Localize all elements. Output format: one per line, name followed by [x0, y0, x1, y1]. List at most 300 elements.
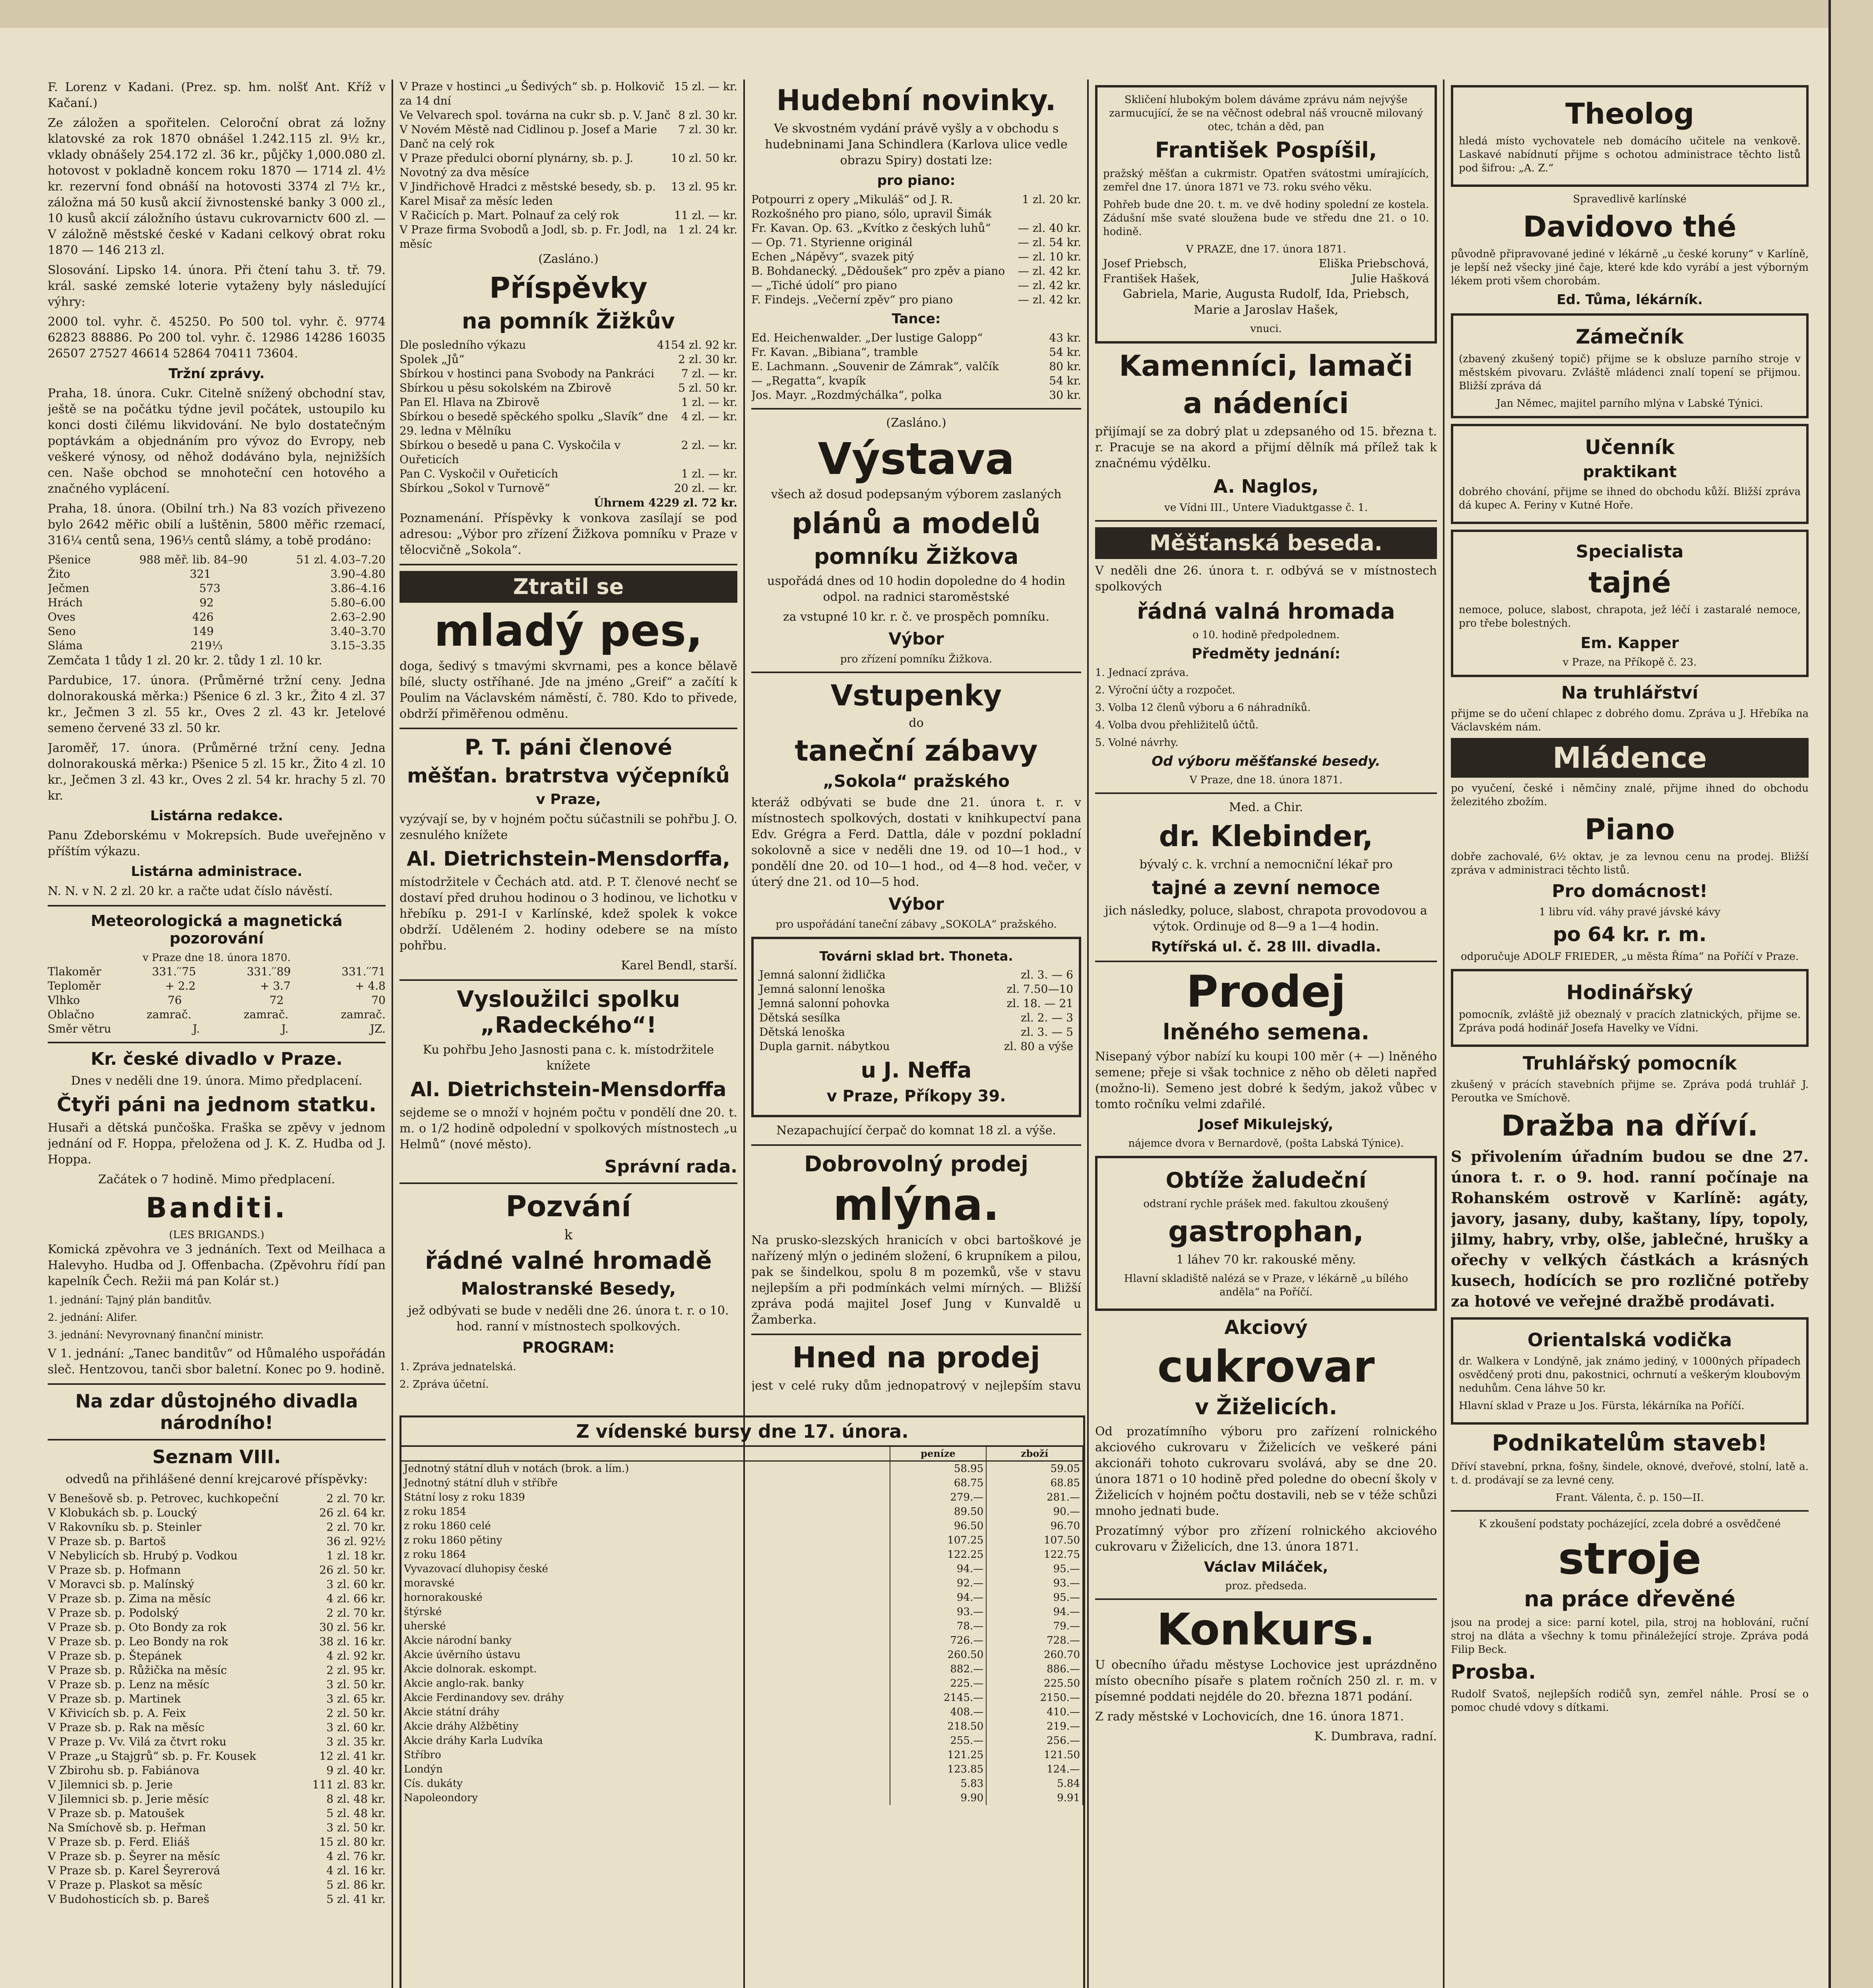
bursa-item: z roku 1864: [401, 1547, 890, 1562]
bursa-title: Z vídenské bursy dne 17. února.: [401, 1417, 1083, 1447]
bursa-row: [401, 1476, 1083, 1490]
vyslouzil-intro: Ku pohřbu Jeho Jasnosti pana c. k. místodržitele knížete: [423, 1043, 714, 1073]
column-rule: [1087, 80, 1089, 1988]
bursa-row: [401, 1505, 1083, 1519]
seznam-row: V Moravci sb. p. Malínský 3 zl. 60 kr.: [48, 1578, 386, 1591]
bursa-price: 218.50: [890, 1719, 987, 1734]
bandite-desc: Komická zpěvohra ve 3 jednáních. Text od Meilhaca a Halevyho. Hudba od J. Offenbacha. (Zpěvohru řídí pan kapelník Čech. Režii má pan Kolár st.): [48, 1242, 386, 1288]
bandite-subtitle: (LES BRIGANDS.): [169, 1229, 264, 1241]
vybor-subtitle: pro zřízení pomníku Žižkova.: [840, 653, 993, 665]
bursa-price: 882.—: [890, 1662, 987, 1676]
prispevky-row: Sbírkou „Sokol v Turnově“ 20 zl. — kr.: [399, 481, 737, 495]
bursa-item: Vyvazovací dluhopisy české: [401, 1562, 890, 1576]
meteo-row: Oblačno zamrač. zamrač. zamrač.: [48, 1008, 386, 1021]
seznam-title: Seznam VIII.: [152, 1446, 281, 1468]
divider: [751, 1334, 1081, 1335]
mestanska-desc: V neděli dne 26. února t. r. odbývá se v místnostech spolkových: [1095, 564, 1437, 594]
bursa-item: Akcie dráhy Alžbětiny: [401, 1719, 890, 1734]
bursa-row: [401, 1719, 1083, 1734]
bursa-price: 122.25: [890, 1547, 987, 1562]
prodej-desc: Nisepaný výbor nabízí ku koupi 100 měr (+ —) lněného semene; přeje si však tochnice z něho ob děleti napřed (možno-li). Semeno jest dobré k šedým, jakož vůbec v tomto ročníku velmi zdařilé.: [1095, 1050, 1437, 1111]
obituary-intro: Skličení hlubokým bolem dáváme zprávu nám nejvýše zarmucující, že se na věčnost odebral náš vroucně milovaný otec, tchán a děd, pan: [1109, 94, 1423, 133]
klebinder-address: Rytířská ul. č. 28 lll. divadla.: [1151, 939, 1381, 955]
seznam-row: V Křivicích sb. p. A. Feix 2 zl. 50 kr.: [48, 1706, 386, 1720]
obituary: [1095, 85, 1437, 344]
prispevky-row: Sbírkou v hostinci pana Svobody na Pankráci 7 zl. — kr.: [399, 367, 737, 380]
bursa-price: 225.50: [986, 1676, 1083, 1691]
grain-row: Pšenice 988 měř. lib. 84–90 51 zl. 4.03–7.20: [48, 553, 386, 566]
grain-row: Sláma 219⅓ 3.15–3.35: [48, 639, 386, 652]
dance-row: Jos. Mayr. „Rozdmýchálka“, polka 30 kr.: [751, 388, 1081, 402]
bursa-price: 256.—: [986, 1734, 1083, 1748]
theolog-title: Theolog: [1565, 97, 1695, 130]
divider: [1451, 1510, 1809, 1512]
bursa-row: [401, 1461, 1083, 1476]
med-chir: Med. a Chir.: [1229, 800, 1303, 814]
thonet-row: Dupla garnit. nábytkou zl. 80 a výše: [759, 1040, 1073, 1053]
bursa-item: uherské: [401, 1619, 890, 1633]
thonet-list: [759, 968, 1073, 1054]
bursa-item: Akcie anglo-rak. banky: [401, 1676, 890, 1691]
music-row: — Op. 71. Styrienne originál — zl. 54 kr.: [751, 236, 1081, 249]
meteo-table: [48, 965, 386, 1036]
tuma-name: Ed. Tůma, lékárník.: [1557, 292, 1703, 308]
bursa-row: [401, 1519, 1083, 1533]
pozvani-subtitle2: Malostranské Besedy,: [461, 1279, 676, 1299]
bursa-price: 5.84: [986, 1776, 1083, 1791]
specialista-desc: nemoce, poluce, slabost, chrapota, jež léčí i zastaralé nemoce, pro třebe bolestných.: [1459, 604, 1801, 629]
thonet-address: v Praze, Příkopy 39.: [826, 1087, 1006, 1105]
gastrophan-ad: [1095, 1156, 1437, 1311]
mlyn-title: Dobrovolný prodej: [804, 1151, 1028, 1176]
pt-subtitle2: v Praze,: [536, 791, 601, 808]
pomniku-title: pomníku Žižkova: [814, 544, 1019, 569]
grain-row: Oves 426 2.63–2.90: [48, 610, 386, 623]
stroje-intro: K zkoušení podstaty pocházející, zcela dobré a osvědčené: [1479, 1518, 1781, 1530]
bursa-header: zboží: [986, 1447, 1083, 1461]
music-row: B. Bohdanecký. „Dědoušek“ pro zpěv a piano — zl. 42 kr.: [751, 264, 1081, 278]
pozvani-desc: jež odbývati se bude v neděli dne 26. února t. r. o 10. hod. ranní v místnostech spolkových.: [408, 1304, 729, 1334]
contribution-row: V Praze v hostinci „u Šedivých“ sb. p. Holkovič za 14 dní 15 zl. — kr.: [399, 80, 737, 107]
prispevky-row: Pan El. Hlava na Zbirově 1 zl. — kr.: [399, 396, 737, 409]
bursa-price: 260.70: [986, 1648, 1083, 1662]
seznam-row: V Praze „u Stajgrů“ sb. p. Fr. Kousek 12 zl. 41 kr.: [48, 1749, 386, 1763]
bursa-price: 96.50: [890, 1519, 987, 1533]
klebinder-desc2: jich následky, poluce, slabost, chrapota provodovou a výtok. Ordinuje od 8—9 a 1—4 hodin.: [1105, 904, 1427, 934]
bursa-price: 95.—: [986, 1562, 1083, 1576]
bursa-item: štýrské: [401, 1605, 890, 1619]
bursa-price: 9.90: [890, 1791, 987, 1805]
divider: [399, 979, 737, 981]
contribution-row: V Jindřichově Hradci z městské besedy, sb. p. Karel Misař za měsíc leden 13 zl. 95 kr.: [399, 180, 737, 208]
dietrichstein-name-2: Al. Dietrichstein-Mensdorffa: [410, 1078, 727, 1101]
divider: [399, 728, 737, 729]
truhlarstvi-desc: přijme se do učení chlapec z dobrého domu. Zpráva u J. Hřebíka na Václavském nám.: [1451, 708, 1809, 733]
gastrophan-title: gastrophan,: [1168, 1215, 1364, 1248]
market-title: Tržní zprávy.: [169, 366, 265, 382]
bursa-price: 107.50: [986, 1533, 1083, 1547]
theatre-play-title: Čtyři páni na jednom statku.: [56, 1093, 377, 1116]
pardubice-prices: Pardubice, 17. února. (Průměrné tržní ceny. Jedna dolnorakouská měrka:) Pšenice 6 zl. 3 kr., Žito 4 zl. 37 kr., Ječmen 3 zl. 55 kr., Oves 2 zl. 43 kr. Jetelové semeno červené 33 zl. 50 kr.: [48, 674, 386, 735]
column-1: [48, 80, 386, 1988]
bursa-price: 5.83: [890, 1776, 987, 1791]
domacnost-desc: 1 libru víd. váhy pravé jávské kávy: [1539, 906, 1721, 918]
truhlar-desc: zkušený v prácích stavebních přijme se. Zpráva podá truhlář J. Peroutka ve Smíchově.: [1451, 1079, 1809, 1104]
cukrovar-title: cukrovar: [1157, 1341, 1375, 1392]
drazba-desc: S přivolením úřadním budou se dne 27. února t. r. o 9. hod. ranní počínaje na Rohanském ostrově v Karlíně: agáty, javory, jasany, duby, kaštany, lípy, topoly, jilmy, habry, vrby, olše, jablečné, hrušky a ořechy v velkých částkách a krásných kusech, hodících se pro rozličné potřeby za hotové ve veřejné dražbě prodávati.: [1451, 1147, 1809, 1310]
obituary-names-3: Gabriela, Marie, Augusta Rudolf, Ida, Priebsch, Marie a Jaroslav Hašek,: [1123, 287, 1410, 317]
bursa-price: 124.—: [986, 1762, 1083, 1776]
bursa-item: Jednotný státní dluh v stříbře: [401, 1476, 890, 1490]
ucennik-subtitle: praktikant: [1583, 463, 1677, 481]
bursa-item: z roku 1860 celé: [401, 1519, 890, 1533]
column-3: [751, 80, 1081, 1392]
pozvani-k: k: [564, 1227, 573, 1243]
obituary-names-1: Josef Priebsch, Eliška Priebschová,: [1103, 257, 1429, 270]
kapper-address: v Praze, na Příkopě č. 23.: [1563, 656, 1697, 668]
prispevky-row: Sbírkou o besedě u pana C. Vyskočila v Ouřeticích 2 zl. — kr.: [399, 439, 737, 466]
cukrovar-desc2: Prozatímný výbor pro zřízení rolnického akciového cukrovaru v Žiželicích, dne 13. února 1871.: [1095, 1524, 1437, 1554]
grain-table: [48, 553, 386, 653]
seznam-row: V Praze sb. p. Ferd. Eliáš 15 zl. 80 kr.: [48, 1835, 386, 1848]
prispevky-total: Úhrnem 4229 zl. 72 kr.: [594, 496, 737, 509]
bursa-item: z roku 1854: [401, 1505, 890, 1519]
column-rule: [1443, 80, 1444, 1988]
redakce-paragraph: Panu Zdeborskému v Mokrepsích. Bude uveřejněno v příštím výkazu.: [48, 829, 386, 858]
jaromer-prices: Jaroměř, 17. února. (Průměrné tržní ceny. Jedna dolnorakouská měrka:) Pšenice 5 zl. 15 kr., Žito 4 zl. 10 kr., Ječmen 3 zl. 43 kr., Oves 2 zl. 54 kr. hrachy 5 zl. 70 kr.: [48, 741, 386, 803]
contribution-list: [399, 80, 737, 251]
dance-row: E. Lachmann. „Souvenir de Zámrak“, valčík 80 kr.: [751, 360, 1081, 373]
vystava-desc2: uspořádá dnes od 10 hodin dopoledne do 4 hodin odpol. na radnici staroměstské: [767, 574, 1066, 604]
news-paragraph: Ze záložen a spořitelen. Celoroční obrat zá ložny klatovské za rok 1870 obnášel 1.242.115 zl. 9½ kr., vklady obnášely 254.172 zl. 36 kr., půjčky 1,000.080 zl. hotovost v pokladně koncem roku 1870 — 1714 zl. 4½ kr. rezervní fond obnáší na hotovosti 3374 zl 7½ kr., záložna má 50 kusů akcií živnostenské banky 3 000 zl., 10 kusů akcií záložního ústavu cukrovarnictv 600 zl. — V záložně městské české v Kadani celkový obrat roku 1870 — 146 213 zl.: [48, 116, 386, 257]
bandite-title: Banditi.: [145, 1192, 288, 1224]
bursa-price: 123.85: [890, 1762, 987, 1776]
meteo-title: Meteorologická a magnetická pozorování: [91, 912, 343, 947]
divider: [751, 408, 1081, 410]
kamennici-title: Kamenníci, lamači: [1119, 349, 1413, 382]
column-rule: [392, 80, 393, 1988]
bursa-price: 96.70: [986, 1519, 1083, 1533]
bursa-row: [401, 1748, 1083, 1762]
divider: [1095, 520, 1437, 522]
seznam-row: V Praze sb. p. Rak na měsíc 3 zl. 60 kr.: [48, 1721, 386, 1734]
obituary-desc: pražský měšťan a cukrmistr. Opatřen svátostmi umírajících, zemřel dne 17. února 1871 ve 73. roku svého věku.: [1103, 168, 1429, 193]
bursa-row: [401, 1605, 1083, 1619]
davidovo-intro: Spravedlivě karlínské: [1573, 193, 1687, 205]
seznam-subtitle: odvedů na přihlášené denní krejcarové příspěvky:: [66, 1472, 368, 1486]
sprav-rada: Správní rada.: [604, 1157, 737, 1177]
bursa-price: 410.—: [986, 1705, 1083, 1719]
bursa-row: [401, 1533, 1083, 1547]
truhlar-title: Truhlářský pomocník: [1522, 1052, 1737, 1074]
bursa-item: hornorakouské: [401, 1590, 890, 1605]
konkurs-desc2: Z rady městské v Lochovicích, dne 16. února 1871.: [1095, 1710, 1404, 1724]
grain-header: Praha, 18. února. (Obilní trh.) Na 83 vozích přivezeno bylo 2642 měřic obilí a luštěnin, 5800 měřic rzemací, 316¼ centů sena, 196⅓ centů slámy, a tobě prodáno:: [48, 502, 386, 547]
ucennik-desc: dobrého chování, přijme se ihned do obchodu kůží. Bližší zpráva dá kupec A. Feriny v Kutné Hoře.: [1459, 486, 1801, 511]
divider: [399, 1182, 737, 1184]
dance-row: Ed. Heichenwalder. „Der lustige Galopp“ 43 kr.: [751, 331, 1081, 344]
predmety-item: 4. Volba dvou přehližitelů účtů.: [1095, 719, 1259, 731]
thonet-row: Jemná salonní židlička zl. 3. — 6: [759, 968, 1073, 981]
vystava-desc3: za vstupné 10 kr. r. č. ve prospěch pomníku.: [783, 610, 1050, 624]
prispevky-row: Pan C. Vyskočil v Ouřeticích 1 zl. — kr.: [399, 467, 737, 480]
seznam-row: Na Smíchově sb. p. Heřman 3 zl. 50 kr.: [48, 1821, 386, 1834]
zamecnik-contact: Jan Němec, majitel parního mlýna v Labské Týnici.: [1496, 398, 1763, 410]
bursa-item: z roku 1860 pětiny: [401, 1533, 890, 1547]
bursa-item: Akcie úvěrního ústavu: [401, 1648, 890, 1662]
prosba-desc: Rudolf Svatoš, nejlepších rodičů syn, zemřel náhle. Prosí se o pomoc chudé vdovy s dítkami.: [1451, 1688, 1809, 1714]
zaslano-label: (Zasláno.): [886, 416, 946, 430]
bursa-row: [401, 1662, 1083, 1676]
meteo-row: Teploměr + 2.2 + 3.7 + 4.8: [48, 979, 386, 992]
grain-row: Ječmen 573 3.86–4.16: [48, 582, 386, 595]
bursa-row: [401, 1791, 1083, 1805]
gastrophan-price: 1 láhev 70 kr. rakouské měny.: [1176, 1253, 1356, 1267]
seznam-row: V Praze sb. p. Lenz na měsíc 3 zl. 50 kr.: [48, 1678, 386, 1691]
hned-title: Hned na prodej: [792, 1341, 1040, 1374]
konkurs-desc: U obecního úřadu městyse Lochovice jest uprázdněno místo obecního písaře s platem ročních 250 zl. r. m. v písemné poddati nejdéle do 20. března 1871 podání.: [1095, 1658, 1437, 1704]
top-page-edge: [0, 0, 1873, 28]
bursa-price: 408.—: [890, 1705, 987, 1719]
klebinder-desc: bývalý c. k. vrchní a nemocniční lékař pro: [1139, 858, 1393, 872]
seznam-row: V Rakovníku sb. p. Steinler 2 zl. 70 kr.: [48, 1520, 386, 1534]
klebinder-specialty: tajné a zevní nemoce: [1152, 877, 1381, 899]
bursa-item: Akcie dolnorak. eskompt.: [401, 1662, 890, 1676]
bursa-header: peníze: [890, 1447, 987, 1461]
milacek-title: proz. předseda.: [1225, 1580, 1307, 1592]
grain-footnote: Zemčata 1 tůdy 1 zl. 20 kr. 2. tůdy 1 zl. 10 kr.: [48, 654, 322, 668]
program-item: 1. Zpráva jednatelská.: [399, 1361, 516, 1373]
mladence-desc: po vyučení, české i němčiny znalé, přijme ihned do obchodu železitého zbožím.: [1451, 782, 1809, 808]
seznam-row: V Praze p. Plaskot sa měsíc 5 zl. 86 kr.: [48, 1878, 386, 1891]
obituary-names-2: František Hašek, Julie Hašková: [1103, 272, 1429, 285]
contribution-row: V Praze předulci oborní plynárny, sb. p. J. Novotný za dva měsíce 10 zl. 50 kr.: [399, 151, 737, 179]
domacnost-desc2: odporučuje ADOLF FRIEDER, „u města Říma“ na Poříčí v Praze.: [1461, 951, 1799, 963]
pozvani-subtitle: řádné valné hromadě: [425, 1247, 712, 1275]
valenta-name: Frant. Válenta, č. p. 150—II.: [1555, 1492, 1704, 1504]
bursa-price: 93.—: [890, 1605, 987, 1619]
bursa-price: 78.—: [890, 1619, 987, 1633]
meteo-row: Tlakoměr 331.′′75 331.′′89 331.′′71: [48, 965, 386, 978]
ztratil-desc: doga, šedivý s tmavými skvrnami, pes a konce bělavě bílé, slucty ostříhané. Jde na jméno „Greif“ a začítí k Poulim na Václavském náměstí, č. 780. Kdo to přivede, obdrží přiměřenou odměnu.: [399, 659, 737, 721]
bursa-price: 726.—: [890, 1633, 987, 1648]
bursa-row: [401, 1691, 1083, 1705]
contribution-row: Ve Velvarech spol. továrna na cukr sb. p. V. Janč 8 zl. 30 kr.: [399, 109, 737, 122]
bursa-price: 281.—: [986, 1490, 1083, 1505]
bursa-price: 59.05: [986, 1461, 1083, 1476]
bursa-row: [401, 1762, 1083, 1776]
program-list: [399, 1360, 737, 1392]
predmety-title: Předměty jednání:: [1191, 646, 1341, 662]
bursa-price: 279.—: [890, 1490, 987, 1505]
hudebni-desc: Ve skvostném vydání právě vyšly a v obchodu s hudebninami Jana Schindlera (Karlova ulice vedle obrazu Spiry) dostati lze:: [765, 122, 1068, 167]
bursa-section: [399, 1415, 1085, 1988]
divider: [48, 1439, 386, 1441]
contribution-row: V Praze firma Svobodů a Jodl, sb. p. Fr. Jodl, na měsíc 1 zl. 24 kr.: [399, 223, 737, 250]
bursa-item: Jednotný státní dluh v notách (brok. a lím.): [401, 1461, 890, 1476]
thonet-title: Továrni sklad brt. Thoneta.: [819, 949, 1013, 964]
ucennik-title: Učenník: [1585, 436, 1675, 459]
grain-row: Seno 149 3.40–3.70: [48, 625, 386, 638]
bursa-item: Londýn: [401, 1762, 890, 1776]
pozvani-title: Pozvání: [506, 1190, 631, 1223]
predmety-item: 3. Volba 12 členů výboru a 6 náhradníků.: [1095, 702, 1311, 714]
prispevky-subtitle: na pomník Žižkův: [461, 309, 675, 334]
prispevky-row: Dle posledního výkazu 4154 zl. 92 kr.: [399, 338, 737, 351]
seznam-row: V Nebylicích sb. Hrubý p. Vodkou 1 zl. 18 kr.: [48, 1549, 386, 1562]
seznam-row: V Praze sb. p. Matoušek 5 zl. 48 kr.: [48, 1807, 386, 1820]
bursa-table: [401, 1447, 1083, 1805]
vystava-desc: všech až dosud podepsaným výborem zaslaných: [771, 487, 1062, 501]
planu-title: plánů a modelů: [791, 507, 1041, 540]
akciovy-label: Akciový: [1224, 1316, 1308, 1339]
dumbrava-signature: K. Dumbrava, radní.: [1314, 1730, 1437, 1743]
bursa-price: 93.—: [986, 1576, 1083, 1590]
bursa-item: Akcie národní banky: [401, 1633, 890, 1648]
grain-row: Hrách 92 5.80–6.00: [48, 596, 386, 609]
mestanska-time: o 10. hodině předpolednem.: [1192, 629, 1340, 641]
bursa-price: 92.—: [890, 1576, 987, 1590]
theatre-start: Začátek o 7 hodině. Mimo předplacení.: [98, 1173, 335, 1186]
obituary-name: František Pospíšil,: [1155, 138, 1377, 163]
seznam-row: V Budohosticích sb. p. Bareš 5 zl. 41 kr.: [48, 1893, 386, 1906]
ztratil-headline: mladý pes,: [434, 605, 703, 656]
hned-desc: jest v celé ruky dům jednopatrový v nejlepším stavu: [751, 1379, 1081, 1392]
bursa-price: 95.—: [986, 1590, 1083, 1605]
podnik-title: Podnikatelům staveb!: [1492, 1430, 1768, 1456]
divider: [751, 1144, 1081, 1146]
music-row: Fr. Kavan. Op. 63. „Kvítko z českých luhů“ — zl. 40 kr.: [751, 221, 1081, 235]
thonet-ad: [751, 937, 1081, 1117]
stroje-title: stroje: [1558, 1533, 1702, 1584]
prispevky-row: Sbírkou o besedě spěckého spolku „Slavík“ dne 29. ledna v Mělníku 4 zl. — kr.: [399, 410, 737, 437]
kamennici-desc: přijímají se za dobrý plat u zdepsaného od 15. března t. r. Pracuje se na akord a přijmí dělník má přílež tak k značnému výdělku.: [1095, 425, 1437, 470]
act-item: 2. jednání: Alifer.: [48, 1312, 138, 1324]
music-row: — „Tiché údolí“ pro piano — zl. 42 kr.: [751, 279, 1081, 292]
vstupenky-subtitle2: „Sokola“ pražského: [823, 771, 1010, 791]
bursa-price: 79.—: [986, 1619, 1083, 1633]
davidovo-desc: původně připravované jediné v lékárně „u české koruny“ v Karlíně, je lepší než všecky jiné čaje, které kde kdo vyrábí a jest výborným lékem proti všem chorobám.: [1451, 248, 1809, 287]
obituary-vnuci: vnuci.: [1250, 323, 1282, 335]
bursa-price: 225.—: [890, 1676, 987, 1691]
piano-title: Piano: [1584, 813, 1675, 846]
milacek-name: Václav Miláček,: [1204, 1559, 1328, 1575]
bursa-row: [401, 1576, 1083, 1590]
seznam-row: V Zbirohu sb. p. Fabiánova 9 zl. 40 kr.: [48, 1764, 386, 1777]
vybor2-subtitle: pro uspořádání taneční zábavy „SOKOLA“ pražského.: [776, 918, 1057, 930]
contribution-row: V Novém Městě nad Cidlinou p. Josef a Marie Danč na celý rok 7 zl. 30 kr.: [399, 123, 737, 150]
divider: [1095, 792, 1437, 794]
klebinder-name: dr. Klebinder,: [1159, 819, 1373, 853]
kava-price: po 64 kr. r. m.: [1553, 923, 1707, 946]
bursa-price: 219.—: [986, 1719, 1083, 1734]
program-item: 2. Zpráva účetní.: [399, 1378, 489, 1390]
ucennik-ad: [1451, 424, 1809, 524]
predmety-item: 1. Jednací zpráva.: [1095, 667, 1189, 679]
seznam-row: V Praze sb. p. Podolský 2 zl. 70 kr.: [48, 1606, 386, 1619]
theatre-desc: Husaři a dětská punčoška. Fraška se zpěvy v jednom jednání od F. Hoppa, přeložena od J. K. Z. Hudba od J. Hoppa.: [48, 1121, 386, 1167]
predmety-item: 2. Výroční účty a rozpočet.: [1095, 684, 1235, 696]
act-item: 3. jednání: Nevyrovnaný finanční ministr.: [48, 1329, 264, 1341]
orient-desc: dr. Walkera v Londýně, jak známo jediný, v 1000ných případech osvědčený proti dnu, pakostnici, ochrnutí a veškerým kloubovým neduhům. Cena láhve 50 kr.: [1459, 1355, 1801, 1394]
vyslouzil-title: Vysloužilci spolku „Radeckého“!: [457, 986, 680, 1038]
obituary-date: V PRAZE, dne 17. února 1871.: [1186, 243, 1346, 255]
mlyn-desc: Na prusko-slezských hranicích v obci bartoškové je nařízený mlýn o jediném složení, 6 krupníkem a pilou, pak se šindelkou, spolu 8 m pozemků, vše v stavu nejlepším a při podmínkách velmi mírných. — Bližší zpráva podá majitel Josef Jung v Kunvaldě u Žamberka.: [751, 1233, 1081, 1327]
vstupenky-title: Vstupenky: [830, 679, 1002, 712]
divider: [751, 672, 1081, 673]
bursa-price: 68.85: [986, 1476, 1083, 1490]
meteo-row: Vlhko 76 72 70: [48, 994, 386, 1007]
admin-title: Listárna administrace.: [131, 864, 302, 879]
orient-desc2: Hlavní sklad v Praze u Jos. Fürsta, lékárníka na Poříčí.: [1459, 1400, 1745, 1412]
bursa-price: 121.25: [890, 1748, 987, 1762]
bursa-price: 90.—: [986, 1505, 1083, 1519]
mlyn-headline: mlýna.: [833, 1179, 1000, 1230]
seznam-row: V Jilemnici sb. p. Jerie 111 zl. 83 kr.: [48, 1778, 386, 1791]
right-page-edge: [1828, 0, 1873, 1988]
bursa-row: [401, 1734, 1083, 1748]
bursa-price: 9.91: [986, 1791, 1083, 1805]
bursa-price: 886.—: [986, 1662, 1083, 1676]
program-title: PROGRAM:: [522, 1339, 615, 1356]
seznam-row: V Praze sb. p. Leo Bondy na rok 38 zl. 16 kr.: [48, 1635, 386, 1648]
news-header: F. Lorenz v Kadani. (Prez. sp. hm. nolšť Ant. Kříž v Kačaní.): [48, 80, 386, 110]
grain-row: Žito 321 3.90–4.80: [48, 567, 386, 580]
piano-desc: dobře zachovalé, 6½ oktav, je za levnou cenu na prodej. Bližší zpráva v administraci těchto listů.: [1451, 851, 1809, 876]
bursa-price: 94.—: [890, 1562, 987, 1576]
hodinarsky-ad: [1451, 969, 1809, 1047]
bursa-price: 94.—: [986, 1605, 1083, 1619]
valna-hromada: řádná valná hromada: [1137, 599, 1395, 624]
music-row: Potpourri z opery „Mikuláš“ od J. R. Rozkošného pro piano, sólo, upravil Šimák 1 zl. 20 kr.: [751, 193, 1081, 220]
orient-ad: [1451, 1317, 1809, 1425]
bursa-row: [401, 1619, 1083, 1633]
column-2: [399, 80, 737, 1392]
prispevky-row: Spolek „Jů“ 2 zl. 30 kr.: [399, 353, 737, 366]
mikulejsky-desc: nájemce dvora v Bernardově, (pošta Labská Týnice).: [1128, 1138, 1404, 1149]
divider: [1095, 1598, 1437, 1600]
seznam-row: V Praze sb. p. Karel Šeyrerová 4 zl. 16 kr.: [48, 1864, 386, 1877]
bursa-item: Akcie Ferdinandovy sev. dráhy: [401, 1691, 890, 1705]
theatre-title: Kr. české divadlo v Praze.: [91, 1049, 343, 1069]
seznam-row: V Praze sb. p. Zima na měsíc 4 zl. 66 kr.: [48, 1592, 386, 1605]
bursa-item: Akcie dráhy Karla Ludvíka: [401, 1734, 890, 1748]
predmety-item: 5. Volné návrhy.: [1095, 737, 1179, 749]
prodej-title: Prodej: [1186, 966, 1346, 1017]
bursa-item: Stříbro: [401, 1748, 890, 1762]
seznam-row: V Praze sb. p. Štepánek 4 zl. 92 kr.: [48, 1649, 386, 1662]
bursa-row: [401, 1648, 1083, 1662]
thonet-shop: u J. Neffa: [861, 1058, 972, 1083]
semena-title: lněného semena.: [1162, 1019, 1370, 1044]
specialista-title: Specialista: [1576, 542, 1684, 562]
naglos-name: A. Naglos,: [1213, 476, 1319, 497]
zaslano-label: (Zasláno.): [538, 252, 599, 266]
theolog-ad: [1451, 85, 1809, 187]
bursa-row: [401, 1490, 1083, 1505]
truhlarstvi-title: Na truhlářství: [1561, 683, 1698, 703]
music-row: Echen „Nápěvy“, svazek pitý — zl. 10 kr.: [751, 250, 1081, 263]
davidovo-title: Davidovo thé: [1523, 210, 1737, 243]
pt-subtitle: měšťan. bratrstva výčepníků: [407, 764, 730, 787]
bursa-item: Napoleondory: [401, 1791, 890, 1805]
mladence-title: Mládence: [1451, 738, 1809, 778]
bursa-row: [401, 1676, 1083, 1691]
lottery-header: Slosování. Lipsko 14. února. Při čtení tahu 3. tř. 79. král. saské zemské loterie vytaženy byly následující výhry:: [48, 263, 386, 309]
bendl-signature: Karel Bendl, starší.: [621, 959, 737, 973]
vstupenky-subtitle: taneční zábavy: [795, 734, 1038, 767]
seznam-row: V Praze sb. p. Šeyrer na měsíc 4 zl. 76 kr.: [48, 1850, 386, 1863]
